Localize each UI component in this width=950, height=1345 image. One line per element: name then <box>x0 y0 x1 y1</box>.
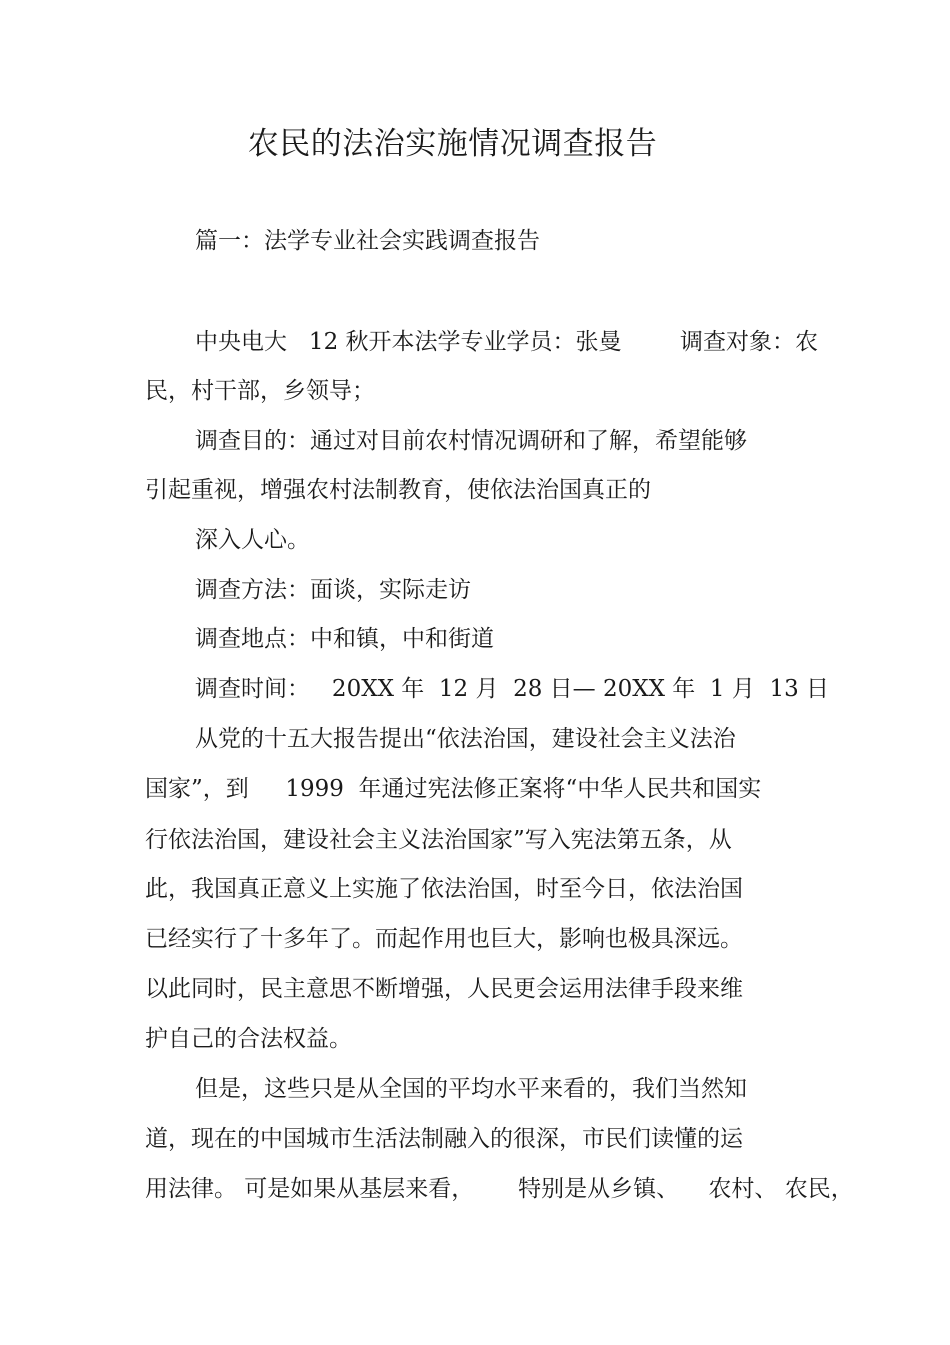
document-title: 农民的法治实施情况调查报告 <box>247 126 658 162</box>
body-line: 深入人心。 <box>195 527 310 553</box>
body-line: 以此同时，民主意思不断增强，人民更会运用法律手段来维 <box>145 976 743 1002</box>
body-line: 但是，这些只是从全国的平均水平来看的，我们当然知 <box>195 1076 747 1102</box>
body-line: 引起重视，增强农村法制教育，使依法治国真正的 <box>145 477 651 503</box>
body-line: 行依法治国，建设社会主义法治国家”写入宪法第五条，从 <box>145 827 732 853</box>
body-line: 从党的十五大报告提出“依法治国，建设社会主义法治 <box>195 726 736 752</box>
body-line: 调查地点：中和镇，中和街道 <box>195 626 494 652</box>
body-line: 用法律。 可是如果从基层来看， 特别是从乡镇、 农村、 农民， <box>145 1176 854 1202</box>
document-subtitle: 篇一：法学专业社会实践调查报告 <box>195 228 540 254</box>
body-line: 国家”，到 1999 年通过宪法修正案将“中华人民共和国实 <box>145 776 762 802</box>
body-line: 已经实行了十多年了。而起作用也巨大，影响也极具深远。 <box>145 926 743 952</box>
body-line: 调查目的：通过对目前农村情况调研和了解，希望能够 <box>195 428 747 454</box>
body-line: 民，村干部，乡领导； <box>145 378 375 404</box>
body-line: 调查时间： 20XX 年 12 月 28 日— 20XX 年 1 月 13 日 <box>195 676 830 702</box>
body-line: 护自己的合法权益。 <box>145 1026 352 1052</box>
body-line: 道，现在的中国城市生活法制融入的很深，市民们读懂的运 <box>145 1126 743 1152</box>
body-line: 调查方法：面谈，实际走访 <box>195 577 471 603</box>
body-line: 中央电大 12 秋开本法学专业学员：张曼 调查对象：农 <box>195 329 818 355</box>
body-line: 此，我国真正意义上实施了依法治国，时至今日，依法治国 <box>145 876 743 902</box>
